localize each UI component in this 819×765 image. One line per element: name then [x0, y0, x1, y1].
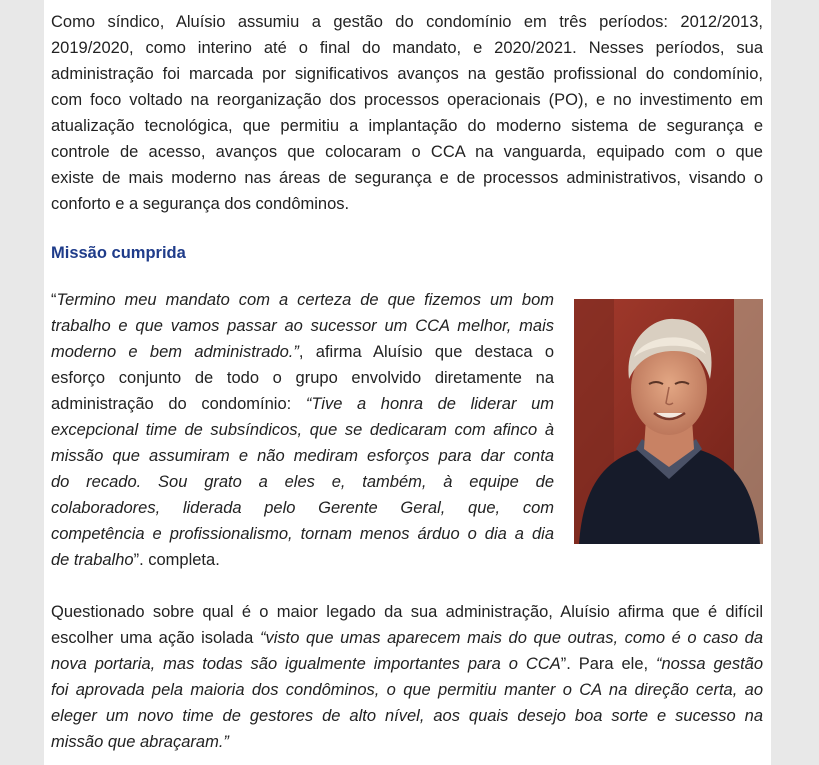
quote-line — [51, 287, 554, 313]
quote-segment: esforço conjunto de todo o grupo envolvido diretamente na — [51, 369, 554, 387]
quote-segment: , afirma Aluísio que destaca o — [298, 343, 554, 361]
paragraph-1-line: Como síndico, Aluísio assumiu a gestão do condomínio em três períodos: 2012/2013, — [51, 13, 763, 31]
paragraph-3 — [51, 599, 763, 755]
paragraph-3-segment: eleger um novo time de gestores de alto nível, aos quais desejo boa sorte e sucesso na — [51, 707, 763, 725]
section-heading: Missão cumprida — [51, 244, 186, 262]
paragraph-3-segment: “nossa gestão — [656, 655, 764, 673]
paragraph-1-line: atualização tecnológica, que permitiu a implantação do moderno sistema de segurança e — [51, 117, 763, 135]
quote-segment: trabalho e que vamos passar ao sucessor um CCA melhor, mais — [51, 317, 554, 335]
article-body — [51, 0, 764, 751]
quote-line — [51, 547, 554, 573]
paragraph-3-segment: ”. Para ele, — [560, 655, 657, 673]
quote-paragraph — [51, 287, 554, 573]
quote-line — [51, 365, 554, 391]
paragraph-3-segment: “visto que umas aparecem mais do que outras, como é o caso da — [259, 629, 763, 647]
paragraph-1-line: com foco voltado na reorganização dos processos operacionais (PO), e no investimento em — [51, 91, 763, 109]
quote-segment: colaboradores, liderada pelo Gerente Geral, que, com — [51, 499, 554, 517]
paragraph-3-line — [51, 599, 763, 625]
quote-line — [51, 443, 554, 469]
paragraph-3-line — [51, 703, 763, 729]
quote-segment: “ — [51, 291, 57, 309]
quote-segment: “Tive a honra de liderar um — [305, 395, 554, 413]
quote-line — [51, 495, 554, 521]
quote-line — [51, 313, 554, 339]
paragraph-3-segment: escolher uma ação isolada — [51, 629, 260, 647]
quote-segment: do recado. Sou grato a eles e, também, à equipe de — [51, 473, 554, 491]
quote-segment: administração do condomínio: — [51, 395, 306, 413]
paragraph-1-line: existe de mais moderno nas áreas de segurança e de processos administrativos, visando o — [51, 169, 763, 187]
page — [44, 0, 771, 765]
quote-line — [51, 391, 554, 417]
paragraph-3-segment: nova portaria, mas todas são igualmente importantes para o CCA — [51, 655, 561, 673]
paragraph-1-line: 2019/2020, como interino até o final do mandato, e 2020/2021. Nesses períodos, sua — [51, 39, 763, 57]
quote-segment: de trabalho — [51, 551, 134, 569]
paragraph-3-line — [51, 677, 763, 703]
quote-line — [51, 469, 554, 495]
paragraph-1-line: controle de acesso, avanços que colocaram o CCA na vanguarda, equipado com o que — [51, 143, 763, 161]
paragraph-1-line: conforto e a segurança dos condôminos. — [51, 195, 350, 213]
quote-line — [51, 417, 554, 443]
paragraph-3-line — [51, 625, 763, 651]
paragraph-3-line — [51, 651, 763, 677]
quote-segment: missão que assumiram e não mediram esforços para dar conta — [51, 447, 554, 465]
portrait-photo — [574, 299, 763, 544]
quote-line — [51, 339, 554, 365]
quote-line — [51, 521, 554, 547]
paragraph-3-segment: Questionado sobre qual é o maior legado da sua administração, Aluísio afirma que é difícil — [51, 603, 763, 621]
paragraph-1 — [51, 0, 763, 217]
quote-segment: ”. completa. — [133, 551, 220, 569]
paragraph-1-line: administração foi marcada por significativos avanços na gestão profissional do condomínio, — [51, 65, 763, 83]
quote-block — [51, 287, 763, 573]
quote-segment: excepcional time de subsíndicos, que se dedicaram com afinco à — [51, 421, 554, 439]
quote-segment: competência e profissionalismo, tornam menos árduo o dia a dia — [51, 525, 554, 543]
paragraph-3-segment: missão que abraçaram.” — [51, 733, 229, 751]
quote-segment: moderno e bem administrado.” — [51, 343, 299, 361]
paragraph-3-segment: foi aprovada pela maioria dos condôminos, o que permitiu manter o CA na direção certa, ao — [51, 681, 763, 699]
quote-segment: Termino meu mandato com a certeza de que fizemos um bom — [56, 291, 554, 309]
paragraph-3-line — [51, 729, 763, 755]
